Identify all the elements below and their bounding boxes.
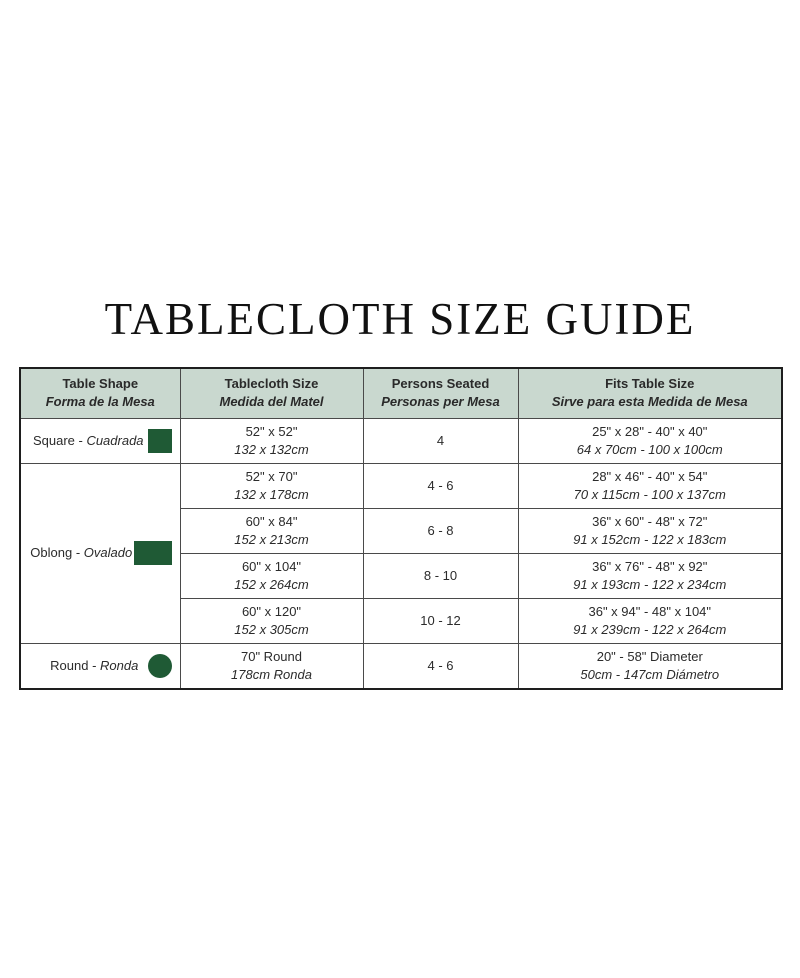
- persons-cell: 8 - 10: [363, 553, 518, 598]
- round-shape-icon: [148, 654, 172, 678]
- table-row: [20, 643, 782, 689]
- header-fits-table-size: [518, 368, 782, 418]
- shape-label: Round - Ronda: [50, 657, 139, 673]
- header-label-es: Medida del Matel: [219, 394, 324, 410]
- size-guide-table: [19, 367, 783, 690]
- header-label: Fits Table Size: [605, 376, 695, 392]
- header-label-es: Sirve para esta Medida de Mesa: [551, 394, 748, 410]
- persons-cell: 10 - 12: [363, 598, 518, 643]
- size-cell: 70" Round 178cm Ronda: [180, 643, 363, 689]
- shape-cell-round: [20, 643, 180, 689]
- size-cell: 60" x 84" 152 x 213cm: [180, 508, 363, 553]
- size-cell: 60" x 120" 152 x 305cm: [180, 598, 363, 643]
- square-shape-icon: [148, 429, 172, 453]
- header-label: Tablecloth Size: [224, 376, 319, 392]
- fits-cell: 20" - 58" Diameter 50cm - 147cm Diámetro: [518, 643, 782, 689]
- oblong-shape-icon: [134, 541, 172, 565]
- shape-cell-oblong: [20, 463, 180, 643]
- shape-label: Oblong - Ovalado: [30, 545, 133, 560]
- table-row: [20, 418, 782, 463]
- shape-cell-square: [20, 418, 180, 463]
- fits-cell: 28" x 46" - 40" x 54" 70 x 115cm - 100 x 137cm: [518, 463, 782, 508]
- header-label: Persons Seated: [391, 376, 490, 392]
- shape-label: Square - Cuadrada: [32, 432, 144, 448]
- persons-cell: 4 - 6: [363, 643, 518, 689]
- table-header-row: [20, 368, 782, 418]
- header-persons-seated: [363, 368, 518, 418]
- persons-cell: 6 - 8: [363, 508, 518, 553]
- header-tablecloth-size: [180, 368, 363, 418]
- header-label-es: Personas per Mesa: [381, 394, 500, 410]
- page-title: TABLECLOTH SIZE GUIDE: [104, 294, 696, 344]
- header-label-es: Forma de la Mesa: [45, 394, 155, 410]
- table-row: [20, 463, 782, 508]
- size-cell: 60" x 104" 152 x 264cm: [180, 553, 363, 598]
- size-cell: 52" x 52" 132 x 132cm: [180, 418, 363, 463]
- persons-cell: 4 - 6: [363, 463, 518, 508]
- fits-cell: 36" x 60" - 48" x 72" 91 x 152cm - 122 x 183cm: [518, 508, 782, 553]
- header-table-shape: [20, 368, 180, 418]
- fits-cell: 36" x 76" - 48" x 92" 91 x 193cm - 122 x 234cm: [518, 553, 782, 598]
- fits-cell: 25" x 28" - 40" x 40" 64 x 70cm - 100 x 100cm: [518, 418, 782, 463]
- header-label: Table Shape: [62, 376, 139, 392]
- persons-cell: 4: [363, 418, 518, 463]
- fits-cell: 36" x 94" - 48" x 104" 91 x 239cm - 122 x 264cm: [518, 598, 782, 643]
- size-cell: 52" x 70" 132 x 178cm: [180, 463, 363, 508]
